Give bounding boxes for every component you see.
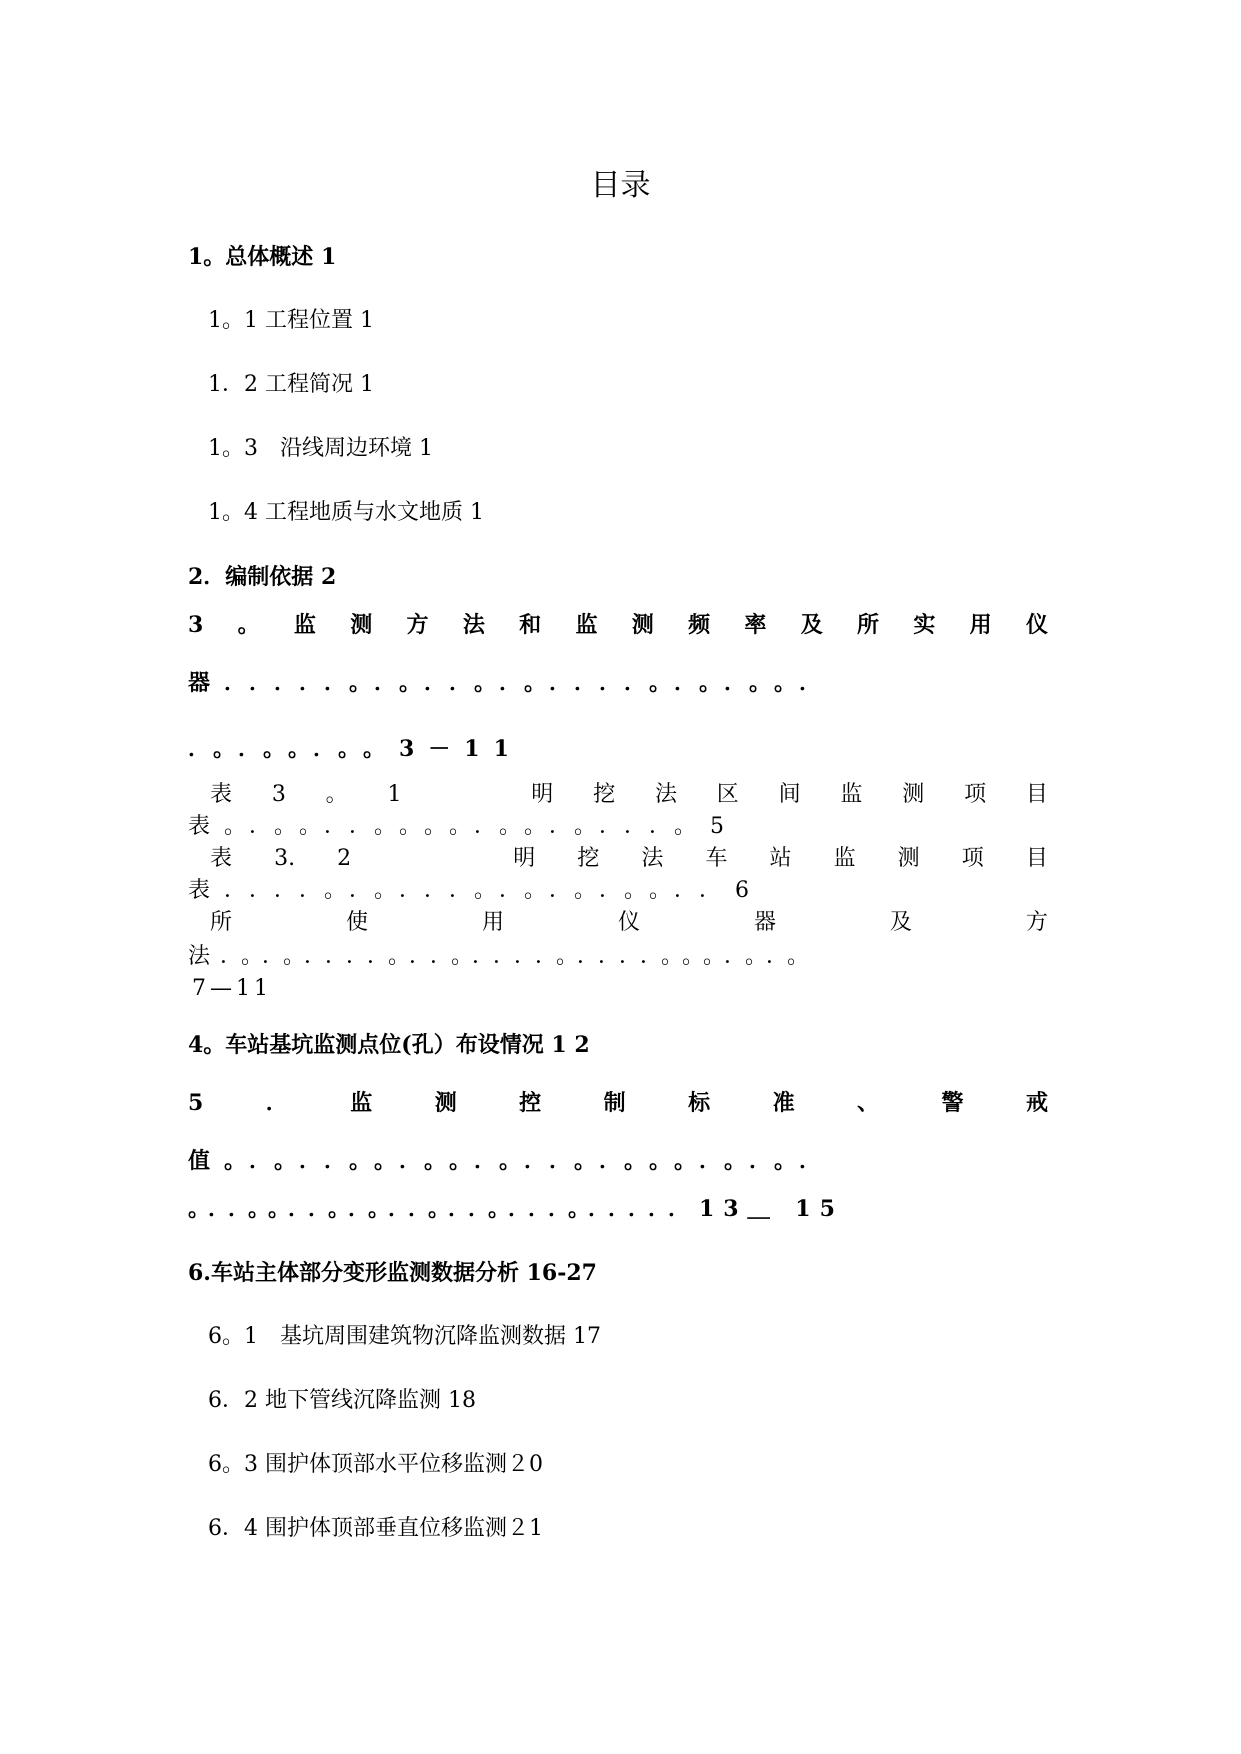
toc-char: 警 xyxy=(941,1090,964,1116)
toc-char: 法 xyxy=(654,782,677,807)
toc-char: 监 xyxy=(840,782,863,807)
toc-char: 器 xyxy=(753,910,776,935)
toc-char: 所 xyxy=(210,910,233,935)
toc-char: 3 xyxy=(188,612,204,638)
toc-char: 。 xyxy=(325,782,348,807)
toc-table-3-2-line2[interactable]: 表．．．．。．。．．．。．。．。．。。．．6 xyxy=(188,878,763,903)
toc-char: 标 xyxy=(688,1090,711,1116)
toc-char: 表 xyxy=(210,846,233,871)
toc-section-1-2[interactable]: 1．2 工程简况 1 xyxy=(208,372,374,397)
toc-char: 制 xyxy=(603,1090,626,1116)
toc-char: 测 xyxy=(902,782,925,807)
toc-char: 表 xyxy=(210,782,233,807)
toc-char: 项 xyxy=(964,782,987,807)
toc-char: 仪 xyxy=(617,910,640,935)
toc-char: 仪 xyxy=(1025,612,1048,638)
toc-section-1-4[interactable]: 1。4 工程地质与水文地质 1 xyxy=(208,500,484,525)
toc-table-3-1-line1[interactable] xyxy=(210,780,1048,810)
toc-char: 及 xyxy=(889,910,912,935)
toc-char: 明 xyxy=(513,846,536,871)
toc-char: 监 xyxy=(293,612,316,638)
toc-char: 用 xyxy=(481,910,504,935)
toc-char: 方 xyxy=(406,612,429,638)
toc-char: 、 xyxy=(857,1090,880,1116)
toc-char: 法 xyxy=(462,612,485,638)
toc-char: 站 xyxy=(769,846,792,871)
page-title: 目录 xyxy=(590,168,651,203)
toc-section-6-3[interactable]: 6。3 围护体顶部水平位移监测２0 xyxy=(208,1452,543,1477)
toc-section-3-line2[interactable]: 器．．．．．。．。．．。．。．．．．。．。．。。． xyxy=(188,670,836,696)
toc-char: 间 xyxy=(778,782,801,807)
toc-char: 测 xyxy=(434,1090,457,1116)
toc-char: 戒 xyxy=(1025,1090,1048,1116)
toc-char: 项 xyxy=(961,846,984,871)
toc-char: 实 xyxy=(913,612,936,638)
toc-char: 及 xyxy=(800,612,823,638)
toc-char: 使 xyxy=(345,910,368,935)
toc-section-3-line3[interactable]: ．。．。。．。。3－11 xyxy=(188,736,523,762)
toc-char: 车 xyxy=(705,846,728,871)
toc-char: 方 xyxy=(1025,910,1048,935)
toc-char: 和 xyxy=(519,612,542,638)
toc-char: 所 xyxy=(857,612,880,638)
toc-section-5-line2[interactable]: 值。．。．．。。．。。．。．．。．。。。．。．。． xyxy=(188,1148,836,1174)
toc-char: 目 xyxy=(1025,782,1048,807)
toc-section-1[interactable]: 1。总体概述 1 xyxy=(188,244,337,270)
toc-table-3-2-line1[interactable] xyxy=(210,844,1048,874)
toc-char: 挖 xyxy=(577,846,600,871)
toc-char: 明 xyxy=(531,782,554,807)
toc-section-2[interactable]: 2．编制依据 2 xyxy=(188,564,337,590)
toc-char: 3 xyxy=(271,782,286,807)
toc-char: 控 xyxy=(519,1090,542,1116)
toc-instruments-line2[interactable]: 法．。．。．．．．。．．。．．．．。．．．．。。。．。．。 xyxy=(188,944,820,969)
toc-char: 测 xyxy=(897,846,920,871)
toc-char: 用 xyxy=(969,612,992,638)
toc-char: 测 xyxy=(631,612,654,638)
toc-char: 准 xyxy=(772,1090,795,1116)
toc-section-1-3[interactable]: 1。3 沿线周边环境 1 xyxy=(208,436,433,461)
toc-char: 目 xyxy=(1025,846,1048,871)
toc-section-1-1[interactable]: 1。1 工程位置 1 xyxy=(208,308,374,333)
toc-char: 1 xyxy=(387,782,402,807)
toc-section-6-2[interactable]: 6．2 地下管线沉降监测 18 xyxy=(208,1388,476,1413)
toc-char: 频 xyxy=(688,612,711,638)
toc-section-6-1[interactable]: 6。1 基坑周围建筑物沉降监测数据 17 xyxy=(208,1324,601,1349)
toc-section-6-4[interactable]: 6．4 围护体顶部垂直位移监测２1 xyxy=(208,1516,543,1541)
toc-char: ． xyxy=(265,1090,288,1116)
toc-char: 2 xyxy=(337,846,352,871)
toc-section-4[interactable]: 4。车站基坑监测点位(孔）布设情况 1 2 xyxy=(188,1032,590,1058)
toc-section-3-line1[interactable] xyxy=(188,610,1048,640)
toc-char: 率 xyxy=(744,612,767,638)
toc-char: 法 xyxy=(641,846,664,871)
toc-section-5-line1[interactable] xyxy=(188,1088,1048,1118)
toc-char: 。 xyxy=(237,612,260,638)
toc-char: 监 xyxy=(350,1090,373,1116)
toc-char: 挖 xyxy=(593,782,616,807)
toc-char: 3. xyxy=(274,846,296,871)
toc-char: 监 xyxy=(575,612,598,638)
toc-section-5-line3[interactable]: 。．．。。．．。．。．．。．．。．．．。．．．．．13＿ 15 xyxy=(188,1196,844,1222)
toc-char: 区 xyxy=(716,782,739,807)
toc-char: 5 xyxy=(188,1090,204,1116)
toc-instruments-line3[interactable]: 7—11 xyxy=(192,976,272,1001)
toc-char: 测 xyxy=(350,612,373,638)
toc-section-6[interactable]: 6.车站主体部分变形监测数据分析 16-27 xyxy=(188,1260,597,1286)
toc-table-3-1-line2[interactable]: 表。．。。．．。。。。．。。．。．．．。5 xyxy=(188,814,738,839)
toc-char: 监 xyxy=(833,846,856,871)
toc-instruments-line1[interactable] xyxy=(210,908,1048,938)
